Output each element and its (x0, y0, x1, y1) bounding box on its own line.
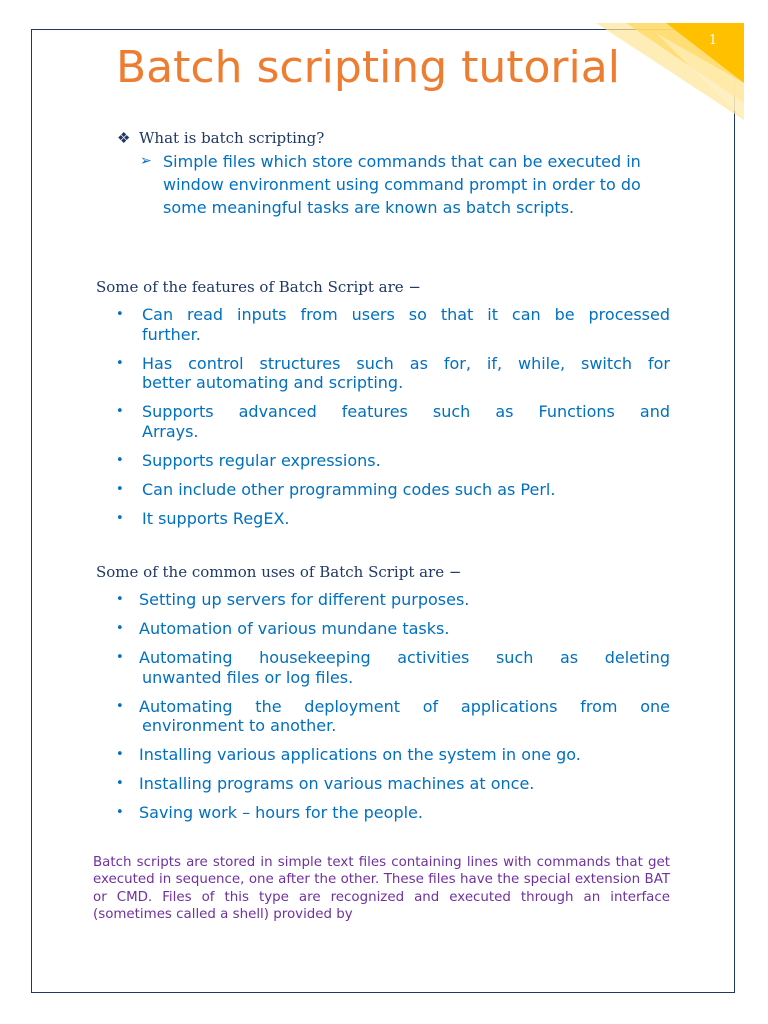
list-item-text: Can read inputs from users so that it can be processed (142, 305, 670, 324)
list-item-text: Installing various applications on the system in one go. (139, 745, 581, 764)
diamond-bullet-icon: ❖ (117, 129, 131, 147)
list-item-text: Setting up servers for different purposes. (139, 590, 470, 609)
list-item-text: Automating the deployment of applications from one (139, 696, 670, 716)
list-item (116, 648, 670, 687)
list-item-continuation: environment to another. (142, 716, 337, 735)
list-item (116, 402, 670, 441)
dot-bullet-icon: • (116, 481, 124, 497)
list-item (116, 619, 670, 639)
features-list (116, 305, 670, 538)
list-item-text: Can include other programming codes such as Perl. (142, 479, 556, 499)
list-item (116, 590, 670, 610)
list-item-text: Saving work – hours for the people. (139, 803, 423, 822)
list-item (116, 803, 670, 823)
page-number: 1 (708, 33, 718, 48)
list-item-text: Automation of various mundane tasks. (139, 619, 450, 638)
list-item-text: Automating housekeeping activities such as deleting (139, 648, 670, 667)
dot-bullet-icon: • (116, 404, 124, 419)
list-item-continuation: better automating and scripting. (142, 373, 404, 392)
list-item-text: Installing programs on various machines at once. (139, 774, 535, 793)
question-text: What is batch scripting? (139, 129, 325, 147)
dot-bullet-icon: • (116, 621, 124, 636)
dot-bullet-icon: • (116, 307, 124, 322)
list-item-text: It supports RegEX. (142, 508, 290, 528)
dot-bullet-icon: • (116, 805, 124, 820)
list-item-text: Has control structures such as for, if, while, switch for (142, 353, 670, 373)
list-item (116, 774, 670, 794)
question-heading (117, 128, 324, 148)
dot-bullet-icon: • (116, 698, 124, 714)
list-item (116, 354, 670, 393)
list-item (116, 480, 670, 500)
list-item-continuation: unwanted files or log files. (142, 667, 354, 687)
list-item (116, 305, 670, 344)
dot-bullet-icon: • (116, 592, 124, 607)
page-title: Batch scripting tutorial (116, 42, 620, 93)
dot-bullet-icon: • (116, 747, 124, 762)
list-item (116, 745, 670, 765)
answer-block (140, 150, 680, 219)
list-item-continuation: Arrays. (142, 421, 199, 441)
list-item (116, 451, 670, 471)
list-item-text: Supports advanced features such as Functions and (142, 402, 670, 421)
list-item-continuation: further. (142, 324, 201, 344)
uses-intro: Some of the common uses of Batch Script are − (96, 563, 462, 581)
list-item (116, 697, 670, 736)
uses-list (116, 590, 670, 832)
list-item-text: Supports regular expressions. (142, 450, 381, 470)
dot-bullet-icon: • (116, 452, 124, 468)
answer-text: Simple files which store commands that can be executed in window environment using command prompt in order to do some meaningful tasks are known as batch scripts. (163, 152, 641, 217)
description-paragraph: Batch scripts are stored in simple text files containing lines with commands that get executed in sequence, one after the other. These files have the special extension BAT or CMD. Files of this type are recognized and executed through an interface (sometimes called a shell) provided by (93, 855, 670, 922)
dot-bullet-icon: • (116, 355, 124, 371)
list-item (116, 509, 670, 529)
dot-bullet-icon: • (116, 776, 124, 791)
arrow-bullet-icon: ➢ (140, 153, 152, 169)
features-intro: Some of the features of Batch Script are − (96, 278, 421, 296)
dot-bullet-icon: • (116, 510, 124, 526)
dot-bullet-icon: • (116, 650, 124, 665)
